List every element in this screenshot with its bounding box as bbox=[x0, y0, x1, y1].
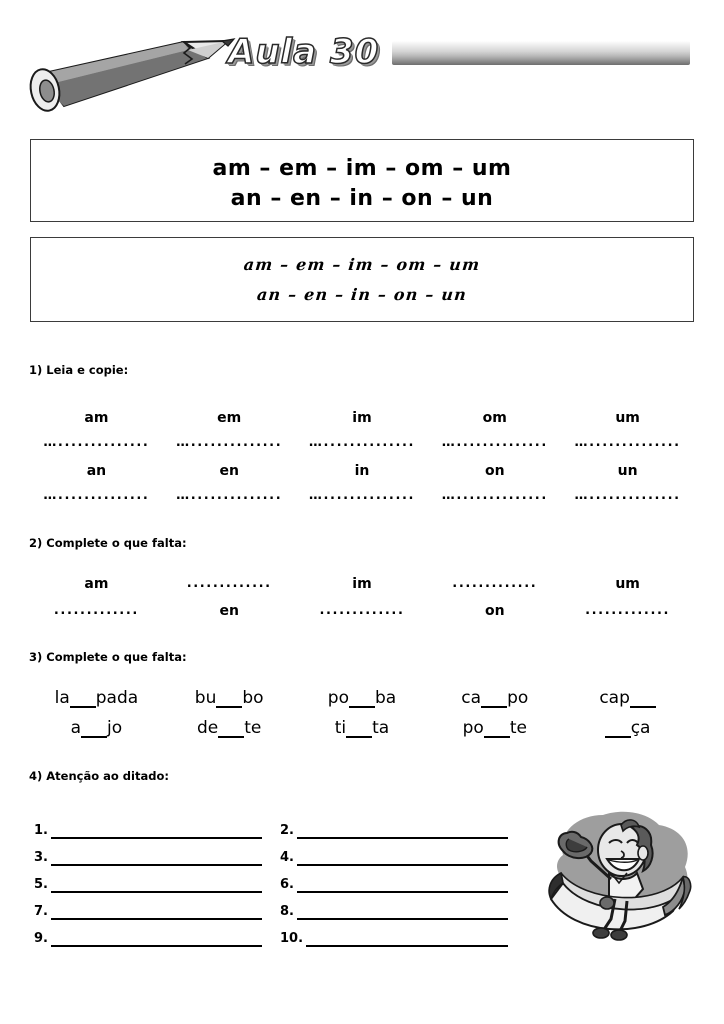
dictation-item bbox=[280, 812, 526, 839]
syllables-cursive-box bbox=[30, 237, 694, 322]
dictation-number: 5. bbox=[34, 877, 48, 892]
dictation-item bbox=[280, 893, 526, 920]
dictation-answer-line[interactable] bbox=[297, 823, 508, 839]
dictation-item bbox=[34, 812, 280, 839]
dotted-write-line[interactable]: ............. bbox=[585, 603, 671, 618]
word-with-blank bbox=[561, 718, 694, 738]
syllable: en bbox=[219, 463, 239, 479]
word-with-blank bbox=[296, 688, 429, 708]
word-with-blank bbox=[30, 718, 163, 738]
syllable: em bbox=[217, 410, 242, 426]
word-with-blank bbox=[428, 688, 561, 708]
dictation-number: 6. bbox=[280, 877, 294, 892]
word-prefix: a bbox=[70, 718, 82, 738]
syllable: im bbox=[352, 576, 372, 592]
exercise-3-heading: 3) Complete o que falta: bbox=[29, 650, 187, 664]
pencil-icon bbox=[12, 28, 242, 118]
dotted-write-line[interactable]: ….............. bbox=[308, 435, 416, 450]
dotted-write-line[interactable]: ............. bbox=[53, 603, 139, 618]
syllable: in bbox=[354, 463, 370, 479]
boy-riding-pencil-illustration bbox=[533, 803, 698, 955]
dictation-answer-line[interactable] bbox=[51, 877, 262, 893]
exercise-2-heading: 2) Complete o que falta: bbox=[29, 536, 187, 550]
dictation-number: 2. bbox=[280, 823, 294, 838]
word-suffix: ba bbox=[374, 688, 397, 708]
dotted-write-line[interactable]: ............. bbox=[319, 603, 405, 618]
word-with-blank bbox=[428, 718, 561, 738]
fill-blank[interactable] bbox=[218, 719, 244, 738]
fill-blank[interactable] bbox=[70, 689, 96, 708]
word-prefix: po bbox=[327, 688, 349, 708]
dictation-item bbox=[280, 920, 526, 947]
word-with-blank bbox=[561, 688, 694, 708]
word-with-blank bbox=[296, 718, 429, 738]
word-prefix: la bbox=[54, 688, 70, 708]
dictation-item bbox=[280, 866, 526, 893]
dictation-item bbox=[280, 839, 526, 866]
dictation-number: 3. bbox=[34, 850, 48, 865]
syllable: on bbox=[484, 603, 505, 619]
exercise-3-row-b bbox=[30, 718, 694, 738]
dictation-number: 7. bbox=[34, 904, 48, 919]
syllable: im bbox=[352, 410, 372, 426]
exercise-2-row-b bbox=[30, 603, 694, 619]
dictation-answer-line[interactable] bbox=[306, 931, 508, 947]
dictation-item bbox=[34, 893, 280, 920]
syllable: an bbox=[86, 463, 107, 479]
syllable: om bbox=[482, 410, 507, 426]
dictation-answer-line[interactable] bbox=[297, 904, 508, 920]
word-prefix: ca bbox=[461, 688, 482, 708]
dictation-item bbox=[34, 839, 280, 866]
fill-blank[interactable] bbox=[484, 719, 510, 738]
dictation-answer-line[interactable] bbox=[51, 904, 262, 920]
word-prefix: de bbox=[197, 718, 219, 738]
exercise-2-row-a bbox=[30, 576, 694, 592]
dotted-write-line[interactable]: ….............. bbox=[574, 435, 681, 450]
exercise-4-heading: 4) Atenção ao ditado: bbox=[29, 769, 169, 783]
dictation-lines bbox=[34, 812, 514, 947]
word-prefix: ti bbox=[334, 718, 347, 738]
fill-blank[interactable] bbox=[346, 719, 372, 738]
exercise-1-heading: 1) Leia e copie: bbox=[29, 363, 129, 377]
word-suffix: bo bbox=[242, 688, 264, 708]
print-line-2: an – en – in – on – un bbox=[230, 186, 494, 211]
print-line-1: am – em – im – om – um bbox=[212, 156, 512, 181]
fill-blank[interactable] bbox=[605, 719, 631, 738]
exercise-1-row-d bbox=[30, 488, 694, 503]
exercise-1-row-c bbox=[30, 463, 694, 479]
fill-blank[interactable] bbox=[630, 689, 656, 708]
fill-blank[interactable] bbox=[349, 689, 375, 708]
dotted-write-line[interactable]: ….............. bbox=[43, 435, 150, 450]
syllable: um bbox=[615, 576, 640, 592]
dotted-write-line[interactable]: ….............. bbox=[441, 435, 548, 450]
cursive-line-1: am – em – im – om – um bbox=[242, 255, 482, 274]
word-suffix: ça bbox=[630, 718, 651, 738]
dotted-write-line[interactable]: ….............. bbox=[574, 488, 681, 503]
dotted-write-line[interactable]: ............. bbox=[452, 576, 538, 591]
dotted-write-line[interactable]: ............. bbox=[186, 576, 272, 591]
dictation-number: 1. bbox=[34, 823, 48, 838]
cursive-line-2: an – en – in – on – un bbox=[256, 285, 469, 304]
word-suffix: ta bbox=[372, 718, 390, 738]
exercise-1-row-a bbox=[30, 410, 694, 426]
word-suffix: jo bbox=[107, 718, 123, 738]
dictation-item bbox=[34, 866, 280, 893]
dictation-number: 9. bbox=[34, 931, 48, 946]
syllable: en bbox=[219, 603, 239, 619]
word-prefix: cap bbox=[599, 688, 630, 708]
word-prefix: bu bbox=[194, 688, 217, 708]
word-with-blank bbox=[163, 718, 296, 738]
dotted-write-line[interactable]: ….............. bbox=[308, 488, 416, 503]
page-title: Aula 30 bbox=[228, 32, 380, 72]
word-prefix: po bbox=[462, 718, 484, 738]
syllable: am bbox=[84, 410, 109, 426]
exercise-1-row-b bbox=[30, 435, 694, 450]
header-gradient-bar bbox=[392, 41, 690, 65]
dotted-write-line[interactable]: ….............. bbox=[441, 488, 548, 503]
dictation-answer-line[interactable] bbox=[51, 823, 262, 839]
word-suffix: po bbox=[507, 688, 529, 708]
dotted-write-line[interactable]: ….............. bbox=[43, 488, 150, 503]
dictation-answer-line[interactable] bbox=[51, 850, 262, 866]
dictation-number: 4. bbox=[280, 850, 294, 865]
word-with-blank bbox=[30, 688, 163, 708]
syllable: am bbox=[84, 576, 109, 592]
syllable: um bbox=[615, 410, 640, 426]
dictation-answer-line[interactable] bbox=[297, 877, 508, 893]
exercise-3-row-a bbox=[30, 688, 694, 708]
word-with-blank bbox=[163, 688, 296, 708]
dictation-answer-line[interactable] bbox=[297, 850, 508, 866]
fill-blank[interactable] bbox=[216, 689, 242, 708]
dictation-number: 10. bbox=[280, 931, 304, 946]
fill-blank[interactable] bbox=[81, 719, 107, 738]
word-suffix: te bbox=[509, 718, 527, 738]
dictation-item bbox=[34, 920, 280, 947]
syllables-print-box bbox=[30, 139, 694, 222]
dotted-write-line[interactable]: ….............. bbox=[176, 488, 283, 503]
word-suffix: pada bbox=[95, 688, 139, 708]
word-suffix: te bbox=[244, 718, 262, 738]
dotted-write-line[interactable]: ….............. bbox=[176, 435, 283, 450]
page-header bbox=[0, 0, 724, 125]
dictation-answer-line[interactable] bbox=[51, 931, 262, 947]
syllable: on bbox=[484, 463, 505, 479]
dictation-number: 8. bbox=[280, 904, 294, 919]
syllable: un bbox=[617, 463, 638, 479]
fill-blank[interactable] bbox=[481, 689, 507, 708]
